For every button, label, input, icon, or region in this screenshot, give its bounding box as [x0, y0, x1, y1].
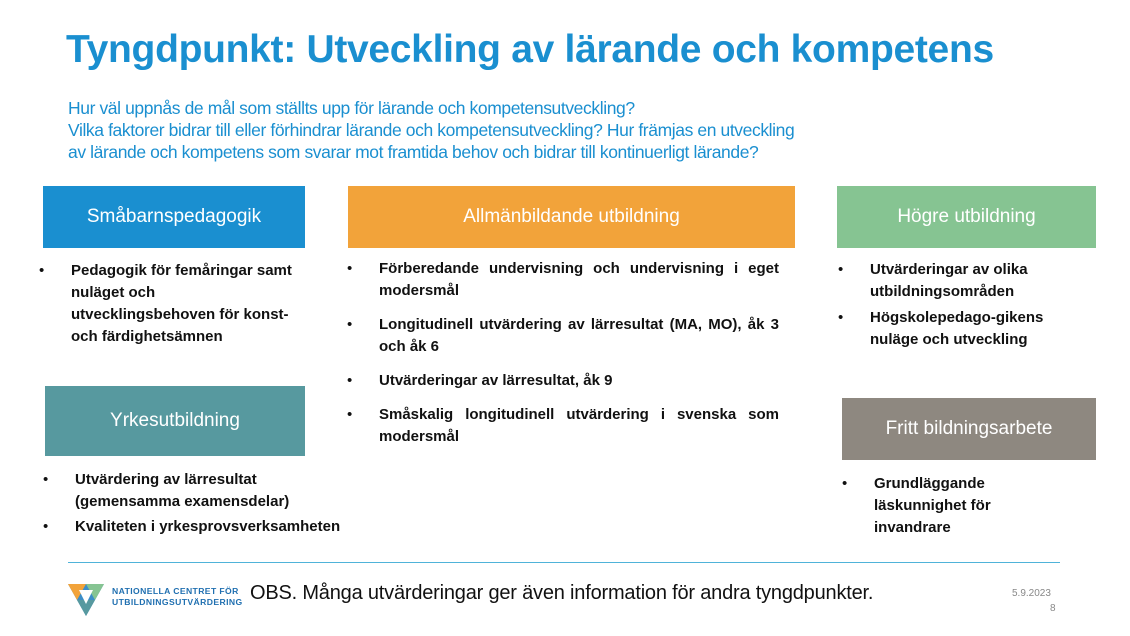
section-list-allmanbildande [347, 258, 779, 454]
triangle-logo-icon [66, 578, 106, 618]
logo-text-line: NATIONELLA CENTRET FÖR [112, 586, 239, 596]
logo-text-line: UTBILDNINGSUTVÄRDERING [112, 597, 243, 607]
list-item: • Utvärderingar av lärresultat, åk 9 [347, 370, 779, 392]
organization-logo [66, 578, 243, 618]
list-item: • Högskolepedago-gikens nuläge och utveckling [838, 307, 1083, 351]
subtitle-line: Vilka faktorer bidrar till eller förhindrar lärande och kompetensutveckling? Hur främjas en utveckling [68, 120, 795, 140]
section-header-hogre: Högre utbildning [837, 186, 1096, 248]
list-item: • Utvärderingar av olika utbildningsområden [838, 259, 1083, 303]
section-list-smabarnspedagogik [39, 260, 301, 354]
page-title: Tyngdpunkt: Utveckling av lärande och kompetens [66, 28, 994, 71]
list-item: • Longitudinell utvärdering av lärresultat (MA, MO), åk 3 och åk 6 [347, 314, 779, 358]
page-subtitle [68, 97, 928, 163]
list-item: • Grundläggande läskunnighet för invandrare [842, 473, 1032, 539]
section-list-hogre [838, 259, 1083, 357]
section-header-fritt: Fritt bildningsarbete [842, 398, 1096, 460]
list-item: • Pedagogik för femåringar samt nuläget och utvecklingsbehoven för konst- och färdighetsämnen [39, 260, 301, 348]
footer-note: OBS. Många utvärderingar ger även information för andra tyngdpunkter. [250, 582, 874, 604]
logo-text [112, 586, 243, 608]
slide-date: 5.9.2023 [1012, 588, 1051, 599]
list-item: • Förberedande undervisning och undervisning i eget modersmål [347, 258, 779, 302]
list-item: • Småskalig longitudinell utvärdering i svenska som modersmål [347, 404, 779, 448]
section-header-smabarnspedagogik: Småbarnspedagogik [43, 186, 305, 248]
list-item: • Utvärdering av lärresultat (gemensamma examensdelar) [43, 469, 343, 513]
section-list-yrkes [43, 469, 343, 544]
section-header-yrkes: Yrkesutbildning [45, 386, 305, 456]
slide-number: 8 [1050, 603, 1056, 614]
footer-divider [68, 562, 1060, 563]
subtitle-line: av lärande och kompetens som svarar mot framtida behov och bidrar till kontinuerligt lärande? [68, 142, 759, 162]
list-item: • Kvaliteten i yrkesprovsverksamheten [43, 516, 343, 538]
subtitle-line: Hur väl uppnås de mål som ställts upp för lärande och kompetensutveckling? [68, 98, 635, 118]
section-header-allmanbildande: Allmänbildande utbildning [348, 186, 795, 248]
section-list-fritt [842, 473, 1032, 545]
